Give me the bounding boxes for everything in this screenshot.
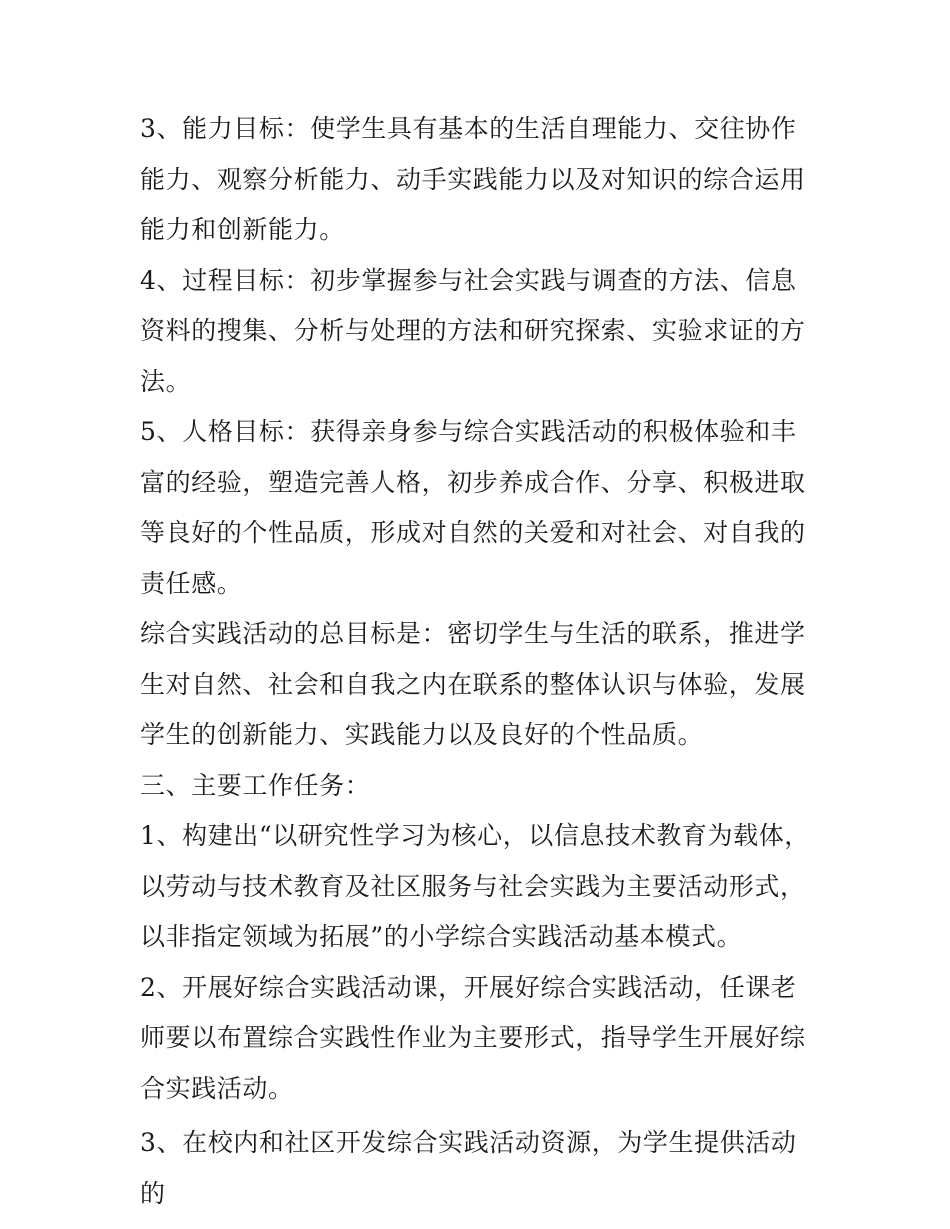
- paragraph-personality-goal: 5、人格目标：获得亲身参与综合实践活动的积极体验和丰富的经验，塑造完善人格，初步养成合作、分享、积极进取等良好的个性品质，形成对自然的关爱和对社会、对自我的责任感。: [140, 417, 806, 598]
- paragraph-process-goal: 4、过程目标：初步掌握参与社会实践与调查的方法、信息资料的搜集、分析与处理的方法和研究探索、实验求证的方法。: [140, 265, 806, 396]
- paragraph-overall-goal: 综合实践活动的总目标是：密切学生与生活的联系，推进学生对自然、社会和自我之内在联系的整体认识与体验，发展学生的创新能力、实践能力以及良好的个性品质。: [140, 619, 806, 749]
- paragraph-task-3: 3、在校内和社区开发综合实践活动资源，为学生提供活动的: [140, 1128, 797, 1208]
- paragraph-task-2: 2、开展好综合实践活动课，开展好综合实践活动，任课老师要以布置综合实践性作业为主要形式，指导学生开展好综合实践活动。: [140, 972, 806, 1103]
- paragraph-task-1: 1、构建出“以研究性学习为核心，以信息技术教育为载体，以劳动与技术教育及社区服务与社会实践为主要活动形式，以非指定领域为拓展”的小学综合实践活动基本模式。: [140, 821, 810, 951]
- section-heading-main-tasks: 三、主要工作任务：: [140, 770, 371, 800]
- paragraph-ability-goal: 3、能力目标：使学生具有基本的生活自理能力、交往协作能力、观察分析能力、动手实践能力以及对知识的综合运用能力和创新能力。: [140, 114, 806, 244]
- document-page: [140, 104, 815, 1219]
